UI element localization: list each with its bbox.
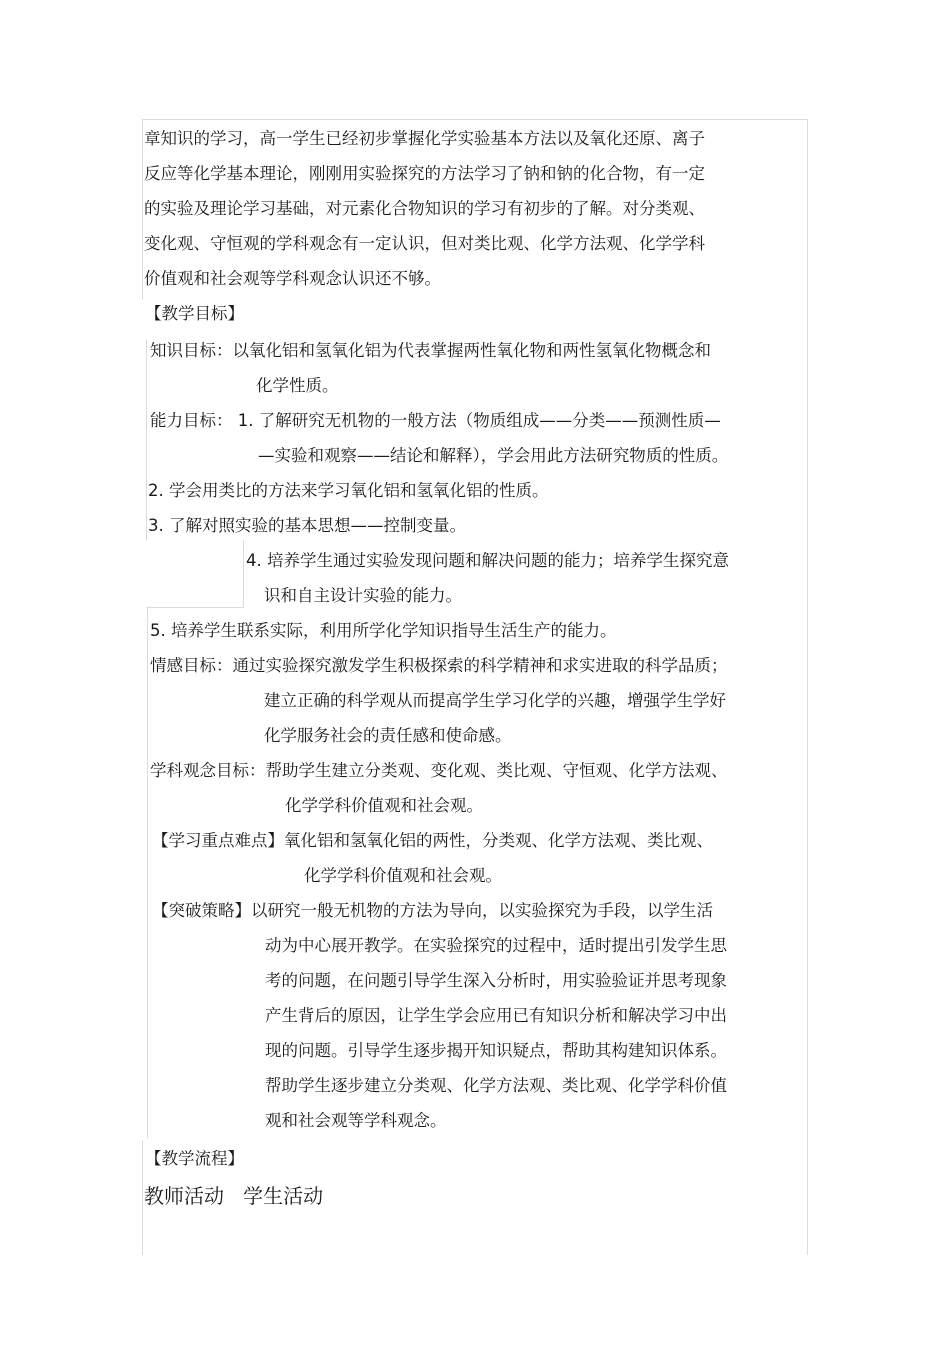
flow-heading: 【教学流程】: [145, 1149, 244, 1168]
intro-line: 章知识的学习，高一学生已经初步掌握化学实验基本方法以及氧化还原、离子: [144, 129, 705, 148]
strategy-cont: 帮助学生逐步建立分类观、化学方法观、类比观、化学学科价值: [265, 1076, 727, 1095]
intro-line: 价值观和社会观等学科观念认识还不够。: [144, 269, 441, 288]
table-rule-left-bottom: [142, 1140, 143, 1255]
knowledge-goal-cont: 化学性质。: [256, 376, 339, 395]
emotion-goal: 情感目标：通过实验探究激发学生积极探索的科学精神和求实进取的科学品质；: [150, 656, 728, 675]
keypoints-cont: 化学学科价值观和社会观。: [304, 866, 502, 885]
concept-goal: 学科观念目标：帮助学生建立分类观、变化观、类比观、守恒观、化学方法观、: [150, 761, 728, 780]
table-rule-top: [142, 119, 808, 120]
strategy-cont: 动为中心展开教学。在实验探究的过程中，适时提出引发学生思: [265, 936, 727, 955]
flow-columns: 教师活动 学生活动: [144, 1184, 324, 1208]
table-rule-left-item4: [243, 540, 244, 608]
emotion-goal-cont: 建立正确的科学观从而提高学生学习化学的兴趣，增强学生学好: [264, 691, 726, 710]
ability-item-4: 4. 培养学生通过实验发现问题和解决问题的能力；培养学生探究意: [246, 551, 729, 570]
ability-item-3: 3. 了解对照实验的基本思想——控制变量。: [148, 516, 466, 535]
table-rule-item4-bottom: [146, 607, 244, 608]
strategy-cont: 现的问题。引导学生逐步揭开知识疑点，帮助其构建知识体系。: [265, 1041, 727, 1060]
table-rule-left-goals: [146, 340, 147, 540]
concept-goal-cont: 化学学科价值观和社会观。: [285, 796, 483, 815]
keypoints: 【学习重点难点】氧化铝和氢氧化铝的两性，分类观、化学方法观、类比观、: [152, 831, 713, 850]
ability-item-4-cont: 识和自主设计实验的能力。: [264, 586, 462, 605]
intro-line: 变化观、守恒观的学科观念有一定认识，但对类比观、化学方法观、化学学科: [144, 234, 705, 253]
strategy-cont: 产生背后的原因，让学生学会应用已有知识分析和解决学习中出: [265, 1006, 727, 1025]
strategy-cont: 考的问题，在问题引导学生深入分析时，用实验验证并思考现象: [265, 971, 727, 990]
table-rule-left-top: [142, 120, 143, 300]
strategy-cont: 观和社会观等学科观念。: [265, 1111, 447, 1130]
knowledge-goal: 知识目标：以氧化铝和氢氧化铝为代表掌握两性氧化物和两性氢氧化物概念和: [150, 341, 711, 360]
goals-heading: 【教学目标】: [145, 304, 244, 323]
ability-goal-cont: —实验和观察——结论和解释），学会用此方法研究物质的性质。: [258, 446, 729, 465]
ability-item-5: 5. 培养学生联系实际，利用所学化学知识指导生活生产的能力。: [150, 621, 617, 640]
emotion-goal-cont: 化学服务社会的责任感和使命感。: [264, 726, 512, 745]
intro-line: 反应等化学基本理论，刚刚用实验探究的方法学习了钠和钠的化合物，有一定: [144, 164, 705, 183]
ability-goal: 能力目标： 1. 了解研究无机物的一般方法（物质组成——分类——预测性质—: [150, 411, 721, 430]
intro-line: 的实验及理论学习基础，对元素化合物知识的学习有初步的了解。对分类观、: [144, 199, 705, 218]
table-rule-right: [807, 120, 808, 1255]
table-rule-left-lower: [147, 608, 148, 1138]
strategy: 【突破策略】以研究一般无机物的方法为导向，以实验探究为手段，以学生活: [152, 901, 713, 920]
ability-item-2: 2. 学会用类比的方法来学习氧化铝和氢氧化铝的性质。: [148, 481, 549, 500]
